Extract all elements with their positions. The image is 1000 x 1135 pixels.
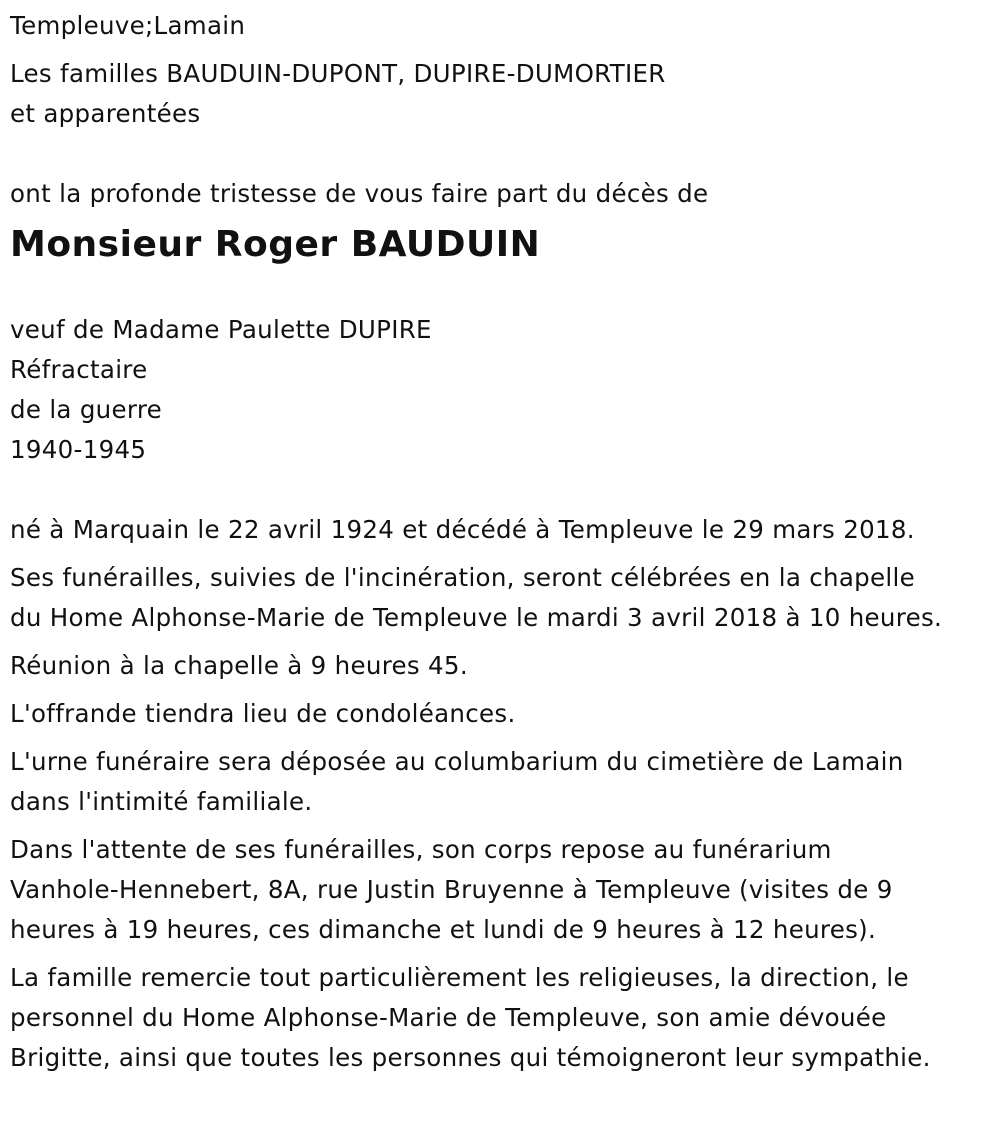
urn-paragraph (10, 742, 995, 822)
visits-line: Vanhole-Hennebert, 8A, rue Justin Bruyenne à Templeuve (visites de 9 (10, 875, 893, 904)
urn-line: L'urne funéraire sera déposée au columbarium du cimetière de Lamain (10, 747, 904, 776)
title-line: de la guerre (10, 395, 163, 424)
birth-death-line: né à Marquain le 22 avril 1924 et décédé à Templeuve le 29 mars 2018. (10, 515, 915, 544)
deceased-details (10, 310, 995, 470)
title-line: Réfractaire (10, 355, 148, 384)
urn-line: dans l'intimité familiale. (10, 787, 313, 816)
offering-line: L'offrande tiendra lieu de condoléances. (10, 699, 516, 728)
visits-line: heures à 19 heures, ces dimanche et lundi de 9 heures à 12 heures). (10, 915, 877, 944)
thanks-line: La famille remercie tout particulièrement les religieuses, la direction, le (10, 963, 909, 992)
families-line: et apparentées (10, 99, 201, 128)
funeral-line: Ses funérailles, suivies de l'incinération, seront célébrées en la chapelle (10, 563, 915, 592)
thanks-line: Brigitte, ainsi que toutes les personnes qui témoigneront leur sympathie. (10, 1043, 931, 1072)
thanks-paragraph (10, 958, 995, 1078)
funeral-line: du Home Alphonse-Marie de Templeuve le mardi 3 avril 2018 à 10 heures. (10, 603, 943, 632)
location-header: Templeuve;Lamain (10, 11, 246, 40)
families-line: Les familles BAUDUIN-DUPONT, DUPIRE-DUMORTIER (10, 59, 666, 88)
widower-line: veuf de Madame Paulette DUPIRE (10, 315, 432, 344)
funeral-paragraph (10, 558, 995, 638)
intro-text: ont la profonde tristesse de vous faire part du décès de (10, 179, 709, 208)
visits-line: Dans l'attente de ses funérailles, son corps repose au funérarium (10, 835, 832, 864)
thanks-line: personnel du Home Alphonse-Marie de Templeuve, son amie dévouée (10, 1003, 887, 1032)
obituary-notice (10, 6, 995, 1078)
visits-paragraph (10, 830, 995, 950)
families-paragraph (10, 54, 995, 134)
deceased-name: Monsieur Roger BAUDUIN (10, 224, 541, 265)
years-line: 1940-1945 (10, 435, 147, 464)
meeting-line: Réunion à la chapelle à 9 heures 45. (10, 651, 468, 680)
